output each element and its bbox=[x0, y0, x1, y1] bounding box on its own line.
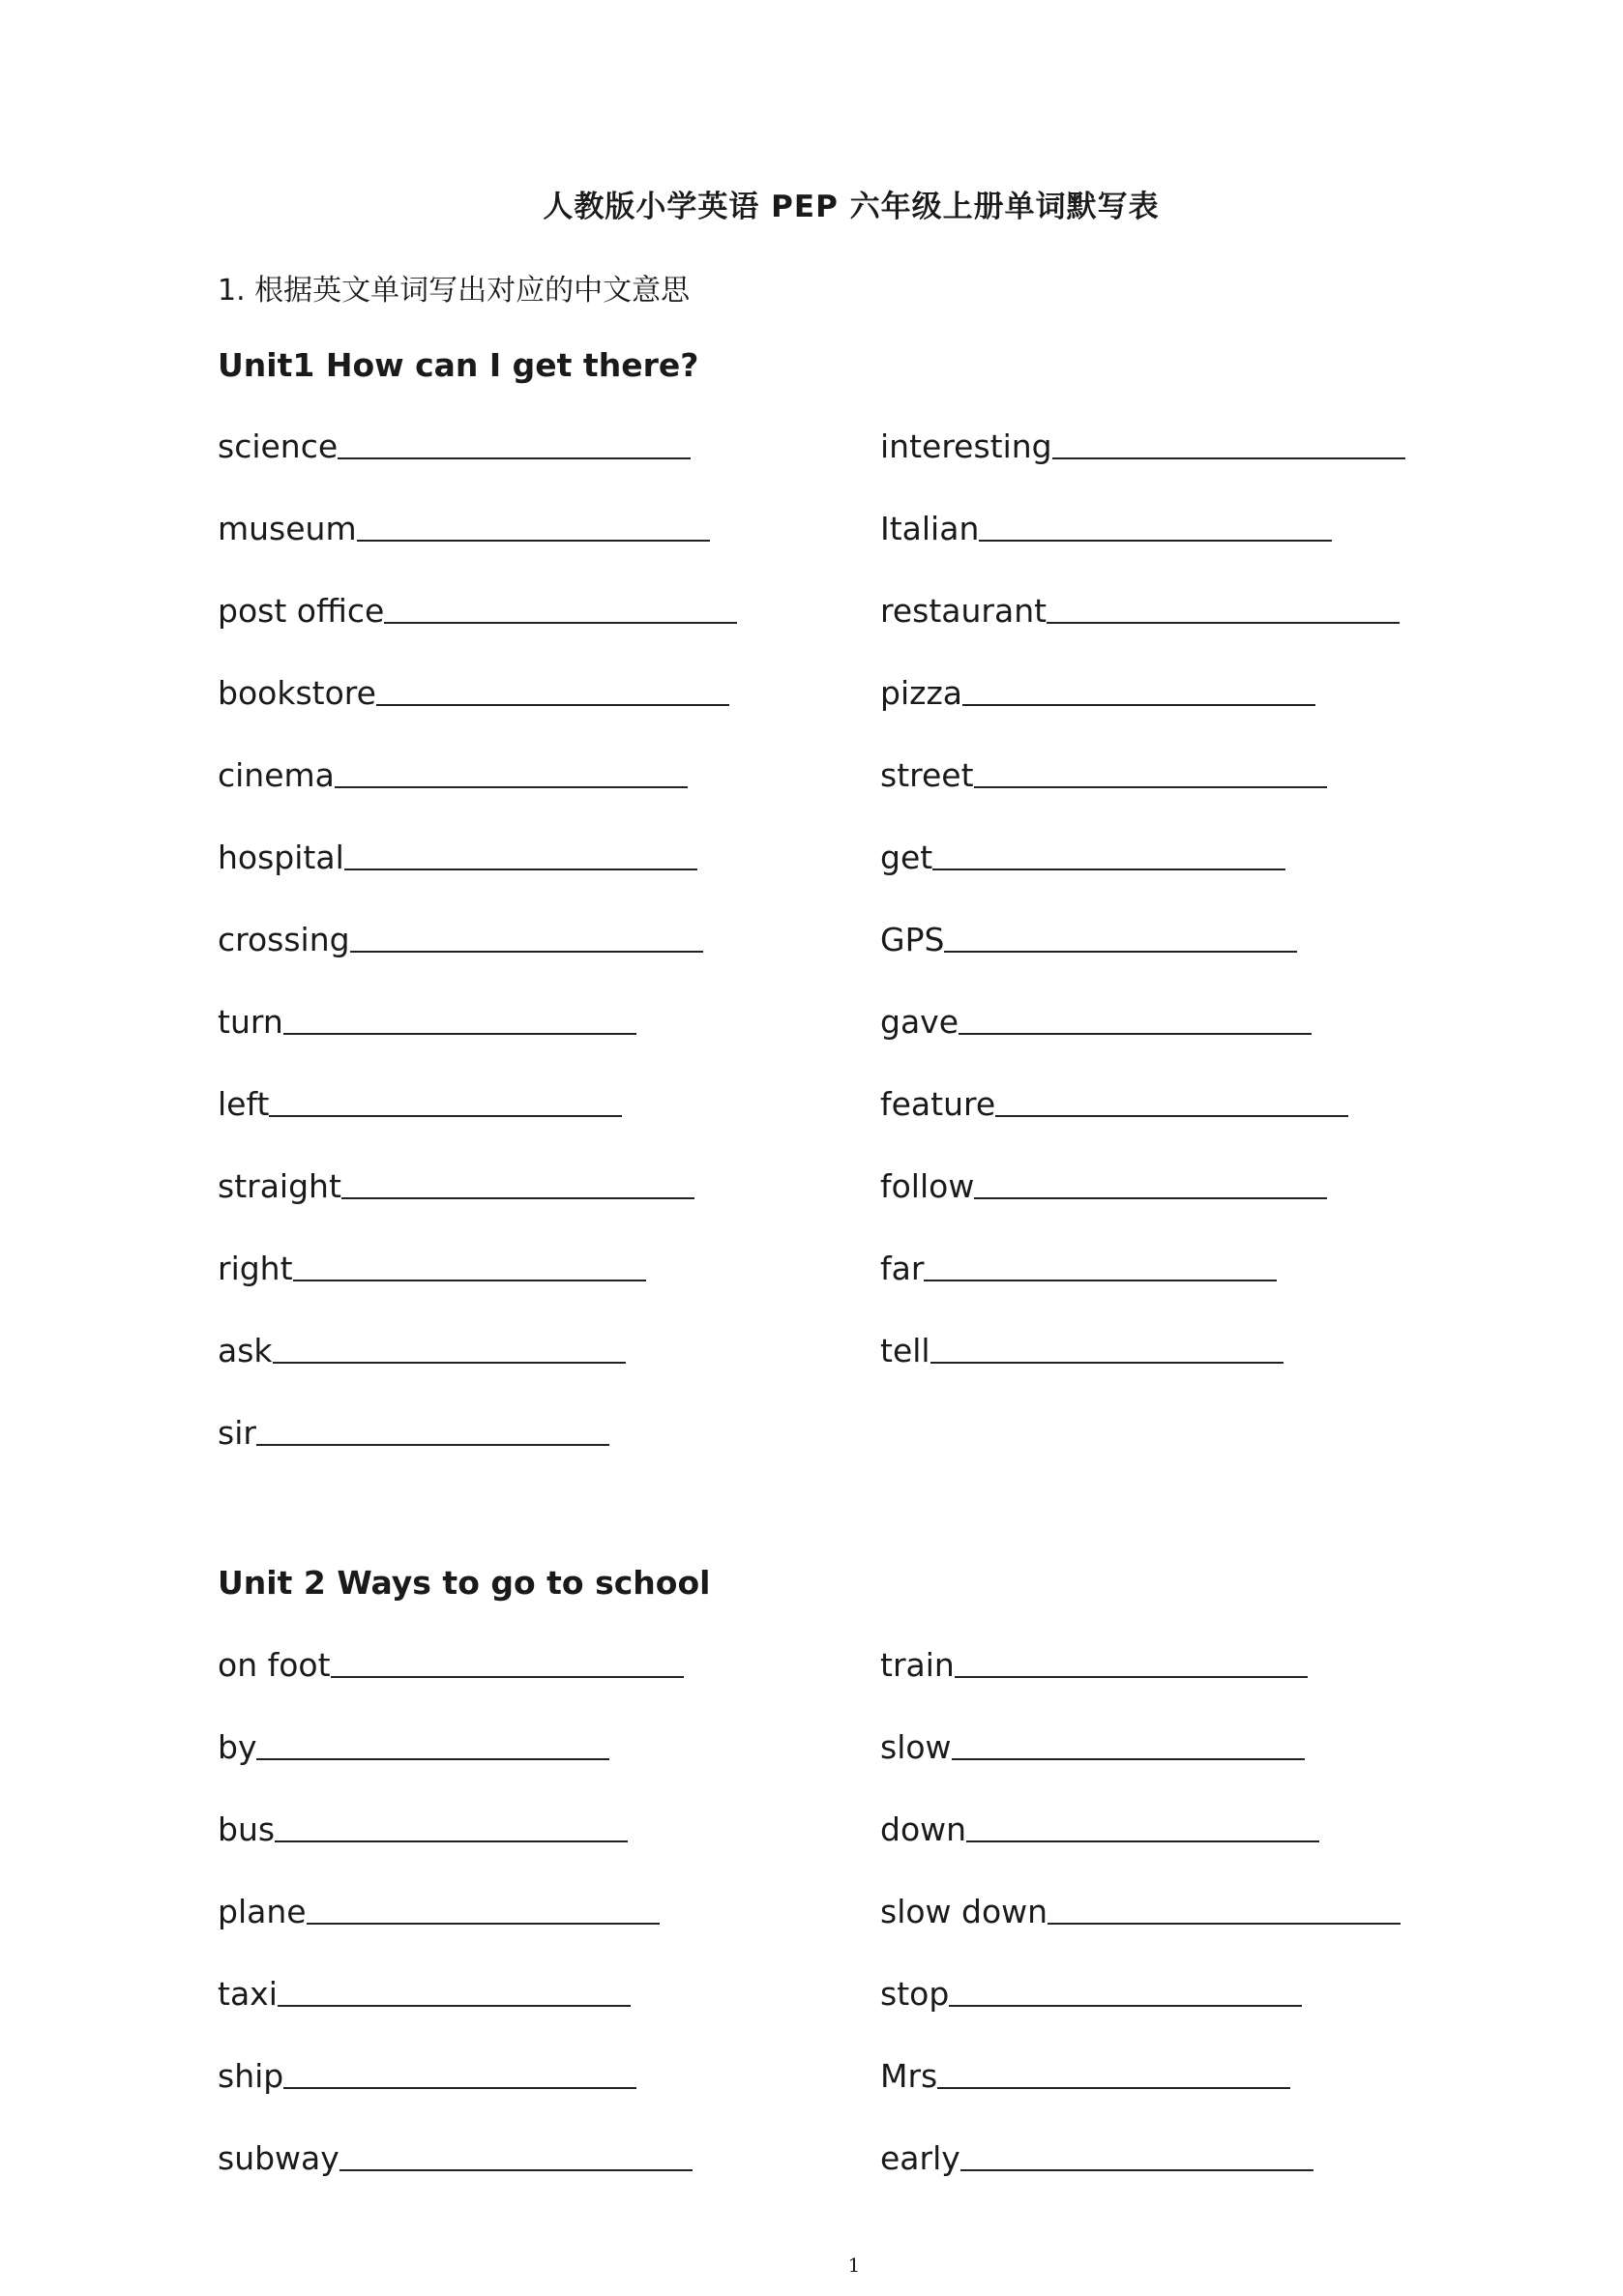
unit1-row bbox=[0, 674, 1623, 732]
answer-blank[interactable] bbox=[930, 1362, 1284, 1364]
vocab-item bbox=[218, 1893, 660, 1930]
vocab-word: right bbox=[218, 1250, 293, 1287]
vocab-word: ship bbox=[218, 2057, 284, 2095]
unit1-row bbox=[0, 510, 1623, 568]
unit2-row bbox=[0, 2057, 1623, 2115]
answer-blank[interactable] bbox=[283, 2087, 636, 2089]
answer-blank[interactable] bbox=[256, 1444, 609, 1446]
answer-blank[interactable] bbox=[307, 1923, 660, 1925]
answer-blank[interactable] bbox=[974, 786, 1327, 788]
vocab-item bbox=[880, 592, 1400, 630]
unit1-row bbox=[0, 839, 1623, 897]
answer-blank[interactable] bbox=[278, 2005, 631, 2007]
vocab-item bbox=[880, 2139, 1313, 2177]
vocab-word: pizza bbox=[880, 674, 962, 712]
vocab-word: far bbox=[880, 1250, 925, 1287]
vocab-item bbox=[218, 2139, 693, 2177]
answer-blank[interactable] bbox=[269, 1115, 622, 1117]
vocab-item bbox=[218, 1646, 684, 1684]
answer-blank[interactable] bbox=[293, 1280, 646, 1281]
vocab-word: post office bbox=[218, 592, 385, 630]
vocab-item bbox=[880, 510, 1332, 547]
vocab-word: by bbox=[218, 1728, 257, 1766]
answer-blank[interactable] bbox=[995, 1115, 1348, 1117]
vocab-item bbox=[218, 921, 703, 958]
unit1-row bbox=[0, 921, 1623, 979]
vocab-item bbox=[880, 1893, 1401, 1930]
answer-blank[interactable] bbox=[283, 1033, 636, 1035]
vocab-item bbox=[880, 756, 1327, 794]
vocab-word: science bbox=[218, 427, 339, 465]
vocab-word: gave bbox=[880, 1003, 959, 1041]
answer-blank[interactable] bbox=[335, 786, 688, 788]
vocab-word: feature bbox=[880, 1085, 996, 1123]
vocab-item bbox=[880, 1003, 1312, 1041]
answer-blank[interactable] bbox=[962, 704, 1315, 706]
vocab-item bbox=[880, 1810, 1319, 1848]
answer-blank[interactable] bbox=[944, 951, 1297, 953]
vocab-word: restaurant bbox=[880, 592, 1048, 630]
answer-blank[interactable] bbox=[966, 1840, 1319, 1842]
vocab-word: ask bbox=[218, 1332, 273, 1369]
vocab-item bbox=[880, 1728, 1305, 1766]
vocab-word: subway bbox=[218, 2139, 339, 2177]
unit1-row bbox=[0, 1003, 1623, 1061]
answer-blank[interactable] bbox=[256, 1758, 609, 1760]
vocab-item bbox=[218, 1167, 694, 1205]
vocab-item bbox=[218, 1003, 636, 1041]
unit2-row bbox=[0, 1975, 1623, 2033]
vocab-item bbox=[880, 839, 1285, 876]
vocab-word: GPS bbox=[880, 921, 945, 958]
vocab-word: straight bbox=[218, 1167, 341, 1205]
answer-blank[interactable] bbox=[344, 868, 697, 870]
vocab-item bbox=[880, 1332, 1284, 1369]
vocab-item bbox=[880, 427, 1405, 465]
unit1-row bbox=[0, 427, 1623, 486]
vocab-word: stop bbox=[880, 1975, 950, 2013]
unit2-heading: Unit 2 Ways to go to school bbox=[218, 1564, 711, 1602]
vocab-word: plane bbox=[218, 1893, 307, 1930]
vocab-word: down bbox=[880, 1810, 967, 1848]
unit2-row bbox=[0, 2139, 1623, 2197]
answer-blank[interactable] bbox=[350, 951, 703, 953]
vocab-word: hospital bbox=[218, 839, 344, 876]
answer-blank[interactable] bbox=[937, 2087, 1290, 2089]
vocab-word: tell bbox=[880, 1332, 930, 1369]
unit1-row bbox=[0, 592, 1623, 650]
unit2-row bbox=[0, 1646, 1623, 1704]
vocab-word: on foot bbox=[218, 1646, 331, 1684]
answer-blank[interactable] bbox=[339, 2169, 693, 2171]
unit2-row bbox=[0, 1810, 1623, 1869]
vocab-item bbox=[218, 427, 691, 465]
answer-blank[interactable] bbox=[952, 1758, 1305, 1760]
answer-blank[interactable] bbox=[275, 1840, 628, 1842]
vocab-word: Italian bbox=[880, 510, 980, 547]
unit1-row bbox=[0, 1167, 1623, 1225]
vocab-item bbox=[880, 2057, 1290, 2095]
vocab-word: Mrs bbox=[880, 2057, 938, 2095]
answer-blank[interactable] bbox=[338, 457, 691, 459]
vocab-item bbox=[218, 592, 737, 630]
vocab-item bbox=[218, 1975, 631, 2013]
vocab-word: train bbox=[880, 1646, 955, 1684]
vocab-item bbox=[218, 1085, 622, 1123]
answer-blank[interactable] bbox=[979, 540, 1332, 542]
answer-blank[interactable] bbox=[376, 704, 729, 706]
vocab-word: slow bbox=[880, 1728, 952, 1766]
answer-blank[interactable] bbox=[974, 1197, 1327, 1199]
vocab-item bbox=[218, 1728, 609, 1766]
unit1-row bbox=[0, 1332, 1623, 1390]
vocab-item bbox=[218, 1332, 626, 1369]
vocab-item bbox=[218, 1810, 628, 1848]
unit1-row bbox=[0, 1085, 1623, 1143]
vocab-word: crossing bbox=[218, 921, 350, 958]
answer-blank[interactable] bbox=[1047, 622, 1400, 624]
vocab-item bbox=[218, 756, 688, 794]
vocab-word: museum bbox=[218, 510, 357, 547]
vocab-word: slow down bbox=[880, 1893, 1048, 1930]
vocab-word: follow bbox=[880, 1167, 975, 1205]
answer-blank[interactable] bbox=[1048, 1923, 1401, 1925]
unit2-row bbox=[0, 1893, 1623, 1951]
page-title: 人教版小学英语 PEP 六年级上册单词默写表 bbox=[543, 190, 1160, 224]
vocab-word: bus bbox=[218, 1810, 276, 1848]
answer-blank[interactable] bbox=[959, 1033, 1312, 1035]
unit1-row bbox=[0, 1414, 1623, 1472]
vocab-item bbox=[880, 674, 1315, 712]
vocab-item bbox=[218, 674, 729, 712]
vocab-item bbox=[880, 921, 1297, 958]
vocab-word: early bbox=[880, 2139, 960, 2177]
unit1-row bbox=[0, 756, 1623, 814]
vocab-word: bookstore bbox=[218, 674, 376, 712]
answer-blank[interactable] bbox=[384, 622, 737, 624]
unit2-row bbox=[0, 1728, 1623, 1786]
vocab-item bbox=[218, 1414, 609, 1452]
vocab-item bbox=[880, 1250, 1277, 1287]
answer-blank[interactable] bbox=[341, 1197, 694, 1199]
answer-blank[interactable] bbox=[924, 1280, 1277, 1281]
vocab-item bbox=[218, 839, 697, 876]
answer-blank[interactable] bbox=[1052, 457, 1405, 459]
vocab-word: cinema bbox=[218, 756, 335, 794]
vocab-item bbox=[218, 2057, 636, 2095]
answer-blank[interactable] bbox=[932, 868, 1285, 870]
vocab-word: get bbox=[880, 839, 933, 876]
unit1-row bbox=[0, 1250, 1623, 1308]
answer-blank[interactable] bbox=[949, 2005, 1302, 2007]
vocab-item bbox=[218, 1250, 646, 1287]
vocab-item bbox=[880, 1975, 1302, 2013]
vocab-word: street bbox=[880, 756, 974, 794]
vocab-item bbox=[218, 510, 710, 547]
page-number: 1 bbox=[847, 2253, 861, 2277]
vocab-item bbox=[880, 1646, 1308, 1684]
vocab-item bbox=[880, 1167, 1327, 1205]
vocab-word: interesting bbox=[880, 427, 1052, 465]
vocab-word: left bbox=[218, 1085, 270, 1123]
unit1-heading: Unit1 How can I get there? bbox=[218, 346, 699, 384]
answer-blank[interactable] bbox=[273, 1362, 626, 1364]
vocab-word: taxi bbox=[218, 1975, 278, 2013]
answer-blank[interactable] bbox=[357, 540, 710, 542]
answer-blank[interactable] bbox=[955, 1676, 1308, 1678]
instruction-text: 1. 根据英文单词写出对应的中文意思 bbox=[218, 274, 691, 308]
answer-blank[interactable] bbox=[960, 2169, 1313, 2171]
vocab-word: sir bbox=[218, 1414, 256, 1452]
vocab-word: turn bbox=[218, 1003, 283, 1041]
vocab-item bbox=[880, 1085, 1348, 1123]
answer-blank[interactable] bbox=[331, 1676, 684, 1678]
